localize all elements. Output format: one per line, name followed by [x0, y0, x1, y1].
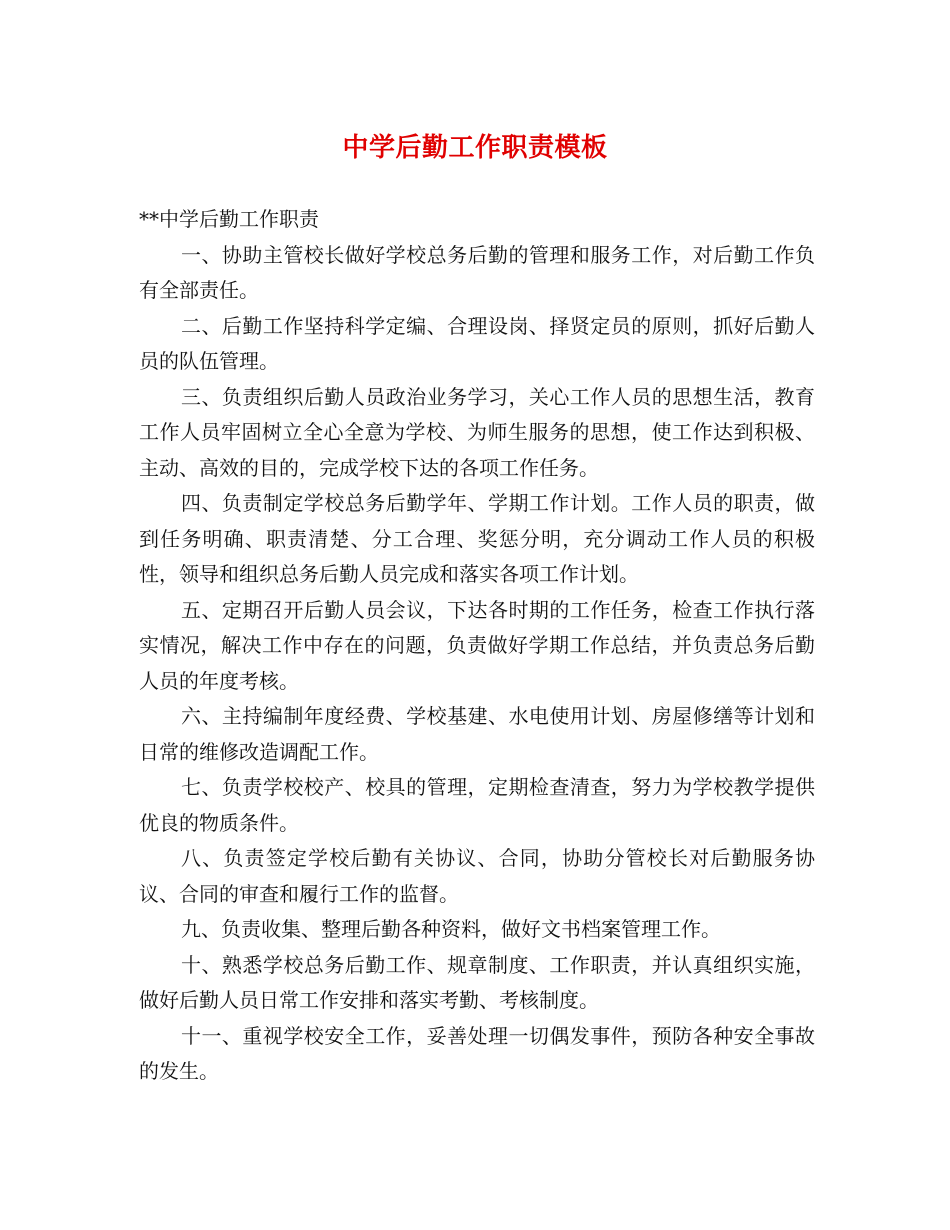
duty-paragraph-9: 九、负责收集、整理后勤各种资料，做好文书档案管理工作。 — [181, 917, 721, 941]
duty-paragraph-6: 六、主持编制年度经费、学校基建、水电使用计划、房屋修缮等计划和日常的维修改造调配工作。 — [139, 704, 815, 764]
duty-paragraph-2: 二、后勤工作坚持科学定编、合理设岗、择贤定员的原则，抓好后勤人员的队伍管理。 — [139, 313, 815, 373]
duty-paragraph-1: 一、协助主管校长做好学校总务后勤的管理和服务工作，对后勤工作负有全部责任。 — [139, 242, 815, 302]
duty-paragraph-5: 五、定期召开后勤人员会议，下达各时期的工作任务，检查工作执行落实情况，解决工作中存在的问题，负责做好学期工作总结，并负责总务后勤人员的年度考核。 — [139, 597, 815, 693]
duty-paragraph-8: 八、负责签定学校后勤有关协议、合同，协助分管校长对后勤服务协议、合同的审查和履行工作的监督。 — [139, 846, 815, 906]
document-body — [139, 202, 815, 1090]
duty-paragraph-10: 十、熟悉学校总务后勤工作、规章制度、工作职责，并认真组织实施，做好后勤人员日常工作安排和落实考勤、考核制度。 — [139, 952, 815, 1012]
duty-paragraph-7: 七、负责学校校产、校具的管理，定期检查清查，努力为学校教学提供优良的物质条件。 — [139, 775, 815, 835]
document-title: 中学后勤工作职责模板 — [342, 133, 608, 163]
duty-paragraph-3: 三、负责组织后勤人员政治业务学习，关心工作人员的思想生活，教育工作人员牢固树立全心全意为学校、为师生服务的思想，使工作达到积极、主动、高效的目的，完成学校下达的各项工作任务。 — [139, 384, 815, 480]
duty-paragraph-11: 十一、重视学校安全工作，妥善处理一切偶发事件，预防各种安全事故的发生。 — [139, 1023, 815, 1083]
duty-paragraph-4: 四、负责制定学校总务后勤学年、学期工作计划。工作人员的职责，做到任务明确、职责清楚、分工合理、奖惩分明，充分调动工作人员的积极性，领导和组织总务后勤人员完成和落实各项工作计划。 — [139, 491, 815, 586]
document-subtitle: **中学后勤工作职责 — [139, 207, 319, 231]
